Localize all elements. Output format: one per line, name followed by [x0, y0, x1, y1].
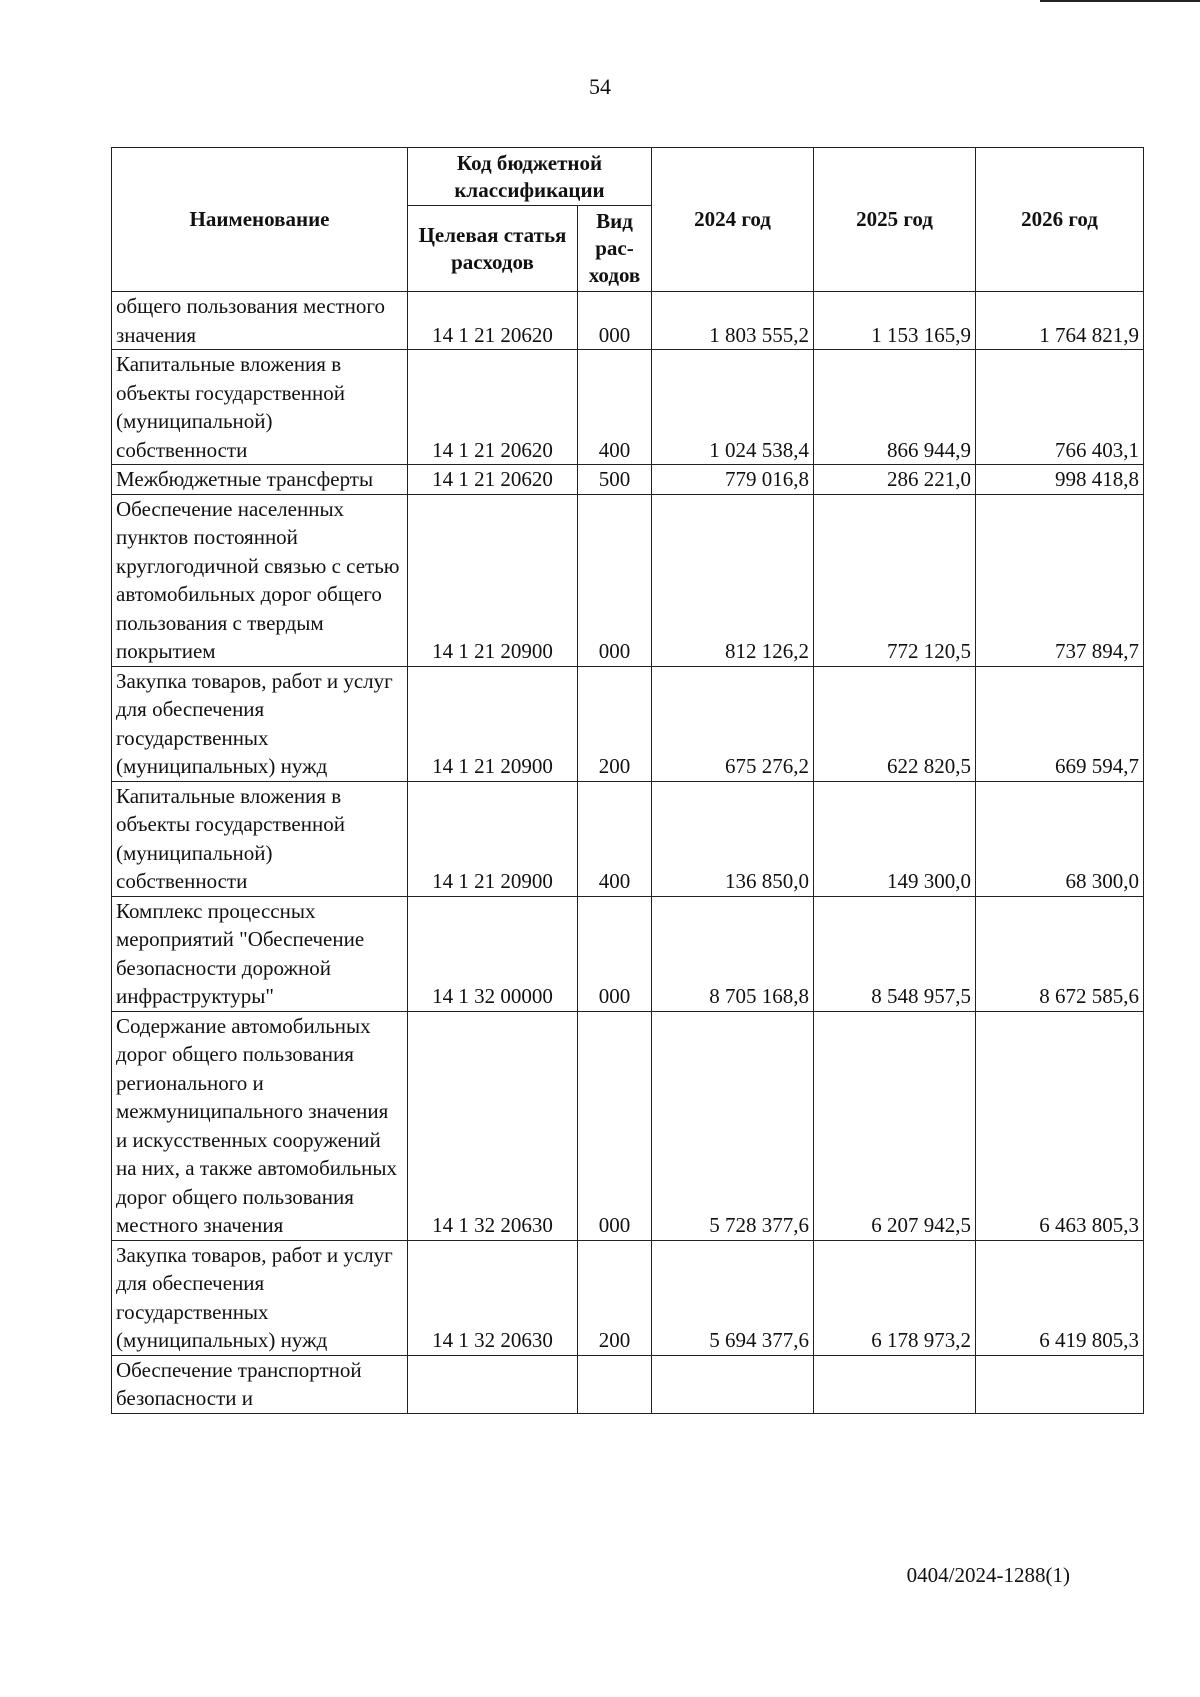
cell-2024: 812 126,2: [652, 494, 814, 666]
cell-2025: 8 548 957,5: [814, 896, 976, 1011]
table-row: [112, 465, 1144, 495]
cell-2024: [652, 1355, 814, 1413]
header-name: Наименование: [112, 148, 408, 292]
header-2026: 2026 год: [976, 148, 1144, 292]
cell-2025: 286 221,0: [814, 465, 976, 495]
cell-target-article: 14 1 32 20630: [408, 1011, 578, 1240]
cell-2026: 766 403,1: [976, 350, 1144, 465]
cell-expense-kind: 400: [578, 350, 652, 465]
cell-2026: 998 418,8: [976, 465, 1144, 495]
cell-2026: 737 894,7: [976, 494, 1144, 666]
cell-2026: 1 764 821,9: [976, 292, 1144, 350]
header-code-group: Код бюджетной классификации: [408, 148, 652, 206]
budget-table: [111, 147, 1144, 1414]
cell-2026: 669 594,7: [976, 666, 1144, 781]
table-row: [112, 494, 1144, 666]
header-target-article: Целевая статья расходов: [408, 206, 578, 292]
table-header: [112, 148, 1144, 292]
cell-expense-kind: 500: [578, 465, 652, 495]
cell-name: Комплекс процессных мероприятий "Обеспечение безопасности дорожной инфраструктуры": [112, 896, 408, 1011]
cell-target-article: 14 1 21 20620: [408, 292, 578, 350]
cell-target-article: 14 1 21 20620: [408, 350, 578, 465]
cell-expense-kind: 000: [578, 1011, 652, 1240]
cell-2026: [976, 1355, 1144, 1413]
cell-target-article: 14 1 32 00000: [408, 896, 578, 1011]
cell-2025: 772 120,5: [814, 494, 976, 666]
cell-2024: 675 276,2: [652, 666, 814, 781]
page-number: 54: [589, 74, 611, 99]
cell-2024: 5 728 377,6: [652, 1011, 814, 1240]
cell-2025: 6 207 942,5: [814, 1011, 976, 1240]
cell-expense-kind: 200: [578, 1240, 652, 1355]
cell-name: Закупка товаров, работ и услуг для обеспечения государственных (муниципальных) нужд: [112, 1240, 408, 1355]
table-body: [112, 292, 1144, 1414]
cell-2025: [814, 1355, 976, 1413]
cell-target-article: 14 1 21 20900: [408, 781, 578, 896]
header-expense-kind: Вид рас-ходов: [578, 206, 652, 292]
cell-target-article: 14 1 21 20900: [408, 666, 578, 781]
cell-2025: 622 820,5: [814, 666, 976, 781]
cell-2026: 8 672 585,6: [976, 896, 1144, 1011]
cell-name: Капитальные вложения в объекты государственной (муниципальной) собственности: [112, 350, 408, 465]
table-row: [112, 666, 1144, 781]
cell-2025: 6 178 973,2: [814, 1240, 976, 1355]
cell-expense-kind: 400: [578, 781, 652, 896]
cell-2026: 6 419 805,3: [976, 1240, 1144, 1355]
cell-2024: 1 024 538,4: [652, 350, 814, 465]
cell-2026: 6 463 805,3: [976, 1011, 1144, 1240]
cell-target-article: 14 1 21 20900: [408, 494, 578, 666]
top-edge-mark: [1040, 0, 1200, 2]
cell-expense-kind: [578, 1355, 652, 1413]
cell-expense-kind: 000: [578, 292, 652, 350]
cell-target-article: [408, 1355, 578, 1413]
cell-target-article: 14 1 32 20630: [408, 1240, 578, 1355]
cell-name: Обеспечение транспортной безопасности и: [112, 1355, 408, 1413]
table-row: [112, 1355, 1144, 1413]
table-row: [112, 350, 1144, 465]
cell-expense-kind: 000: [578, 494, 652, 666]
cell-2026: 68 300,0: [976, 781, 1144, 896]
cell-name: общего пользования местного значения: [112, 292, 408, 350]
cell-expense-kind: 200: [578, 666, 652, 781]
cell-2024: 1 803 555,2: [652, 292, 814, 350]
cell-target-article: 14 1 21 20620: [408, 465, 578, 495]
cell-2025: 866 944,9: [814, 350, 976, 465]
cell-2024: 5 694 377,6: [652, 1240, 814, 1355]
header-2024: 2024 год: [652, 148, 814, 292]
table-row: [112, 1011, 1144, 1240]
cell-expense-kind: 000: [578, 896, 652, 1011]
table-row: [112, 896, 1144, 1011]
cell-name: Обеспечение населенных пунктов постоянной круглогодичной связью с сетью автомобильных дорог общего пользования с твердым покрытием: [112, 494, 408, 666]
cell-name: Межбюджетные трансферты: [112, 465, 408, 495]
header-2025: 2025 год: [814, 148, 976, 292]
cell-name: Закупка товаров, работ и услуг для обеспечения государственных (муниципальных) нужд: [112, 666, 408, 781]
cell-name: Содержание автомобильных дорог общего пользования регионального и межмуниципального значения и искусственных сооружений на них, а также автомобильных дорог общего пользования местного значения: [112, 1011, 408, 1240]
cell-2025: 149 300,0: [814, 781, 976, 896]
cell-2024: 8 705 168,8: [652, 896, 814, 1011]
cell-2024: 779 016,8: [652, 465, 814, 495]
cell-2024: 136 850,0: [652, 781, 814, 896]
cell-name: Капитальные вложения в объекты государственной (муниципальной) собственности: [112, 781, 408, 896]
document-id: 0404/2024-1288(1): [906, 1563, 1070, 1587]
table-row: [112, 781, 1144, 896]
table-row: [112, 292, 1144, 350]
table-row: [112, 1240, 1144, 1355]
cell-2025: 1 153 165,9: [814, 292, 976, 350]
